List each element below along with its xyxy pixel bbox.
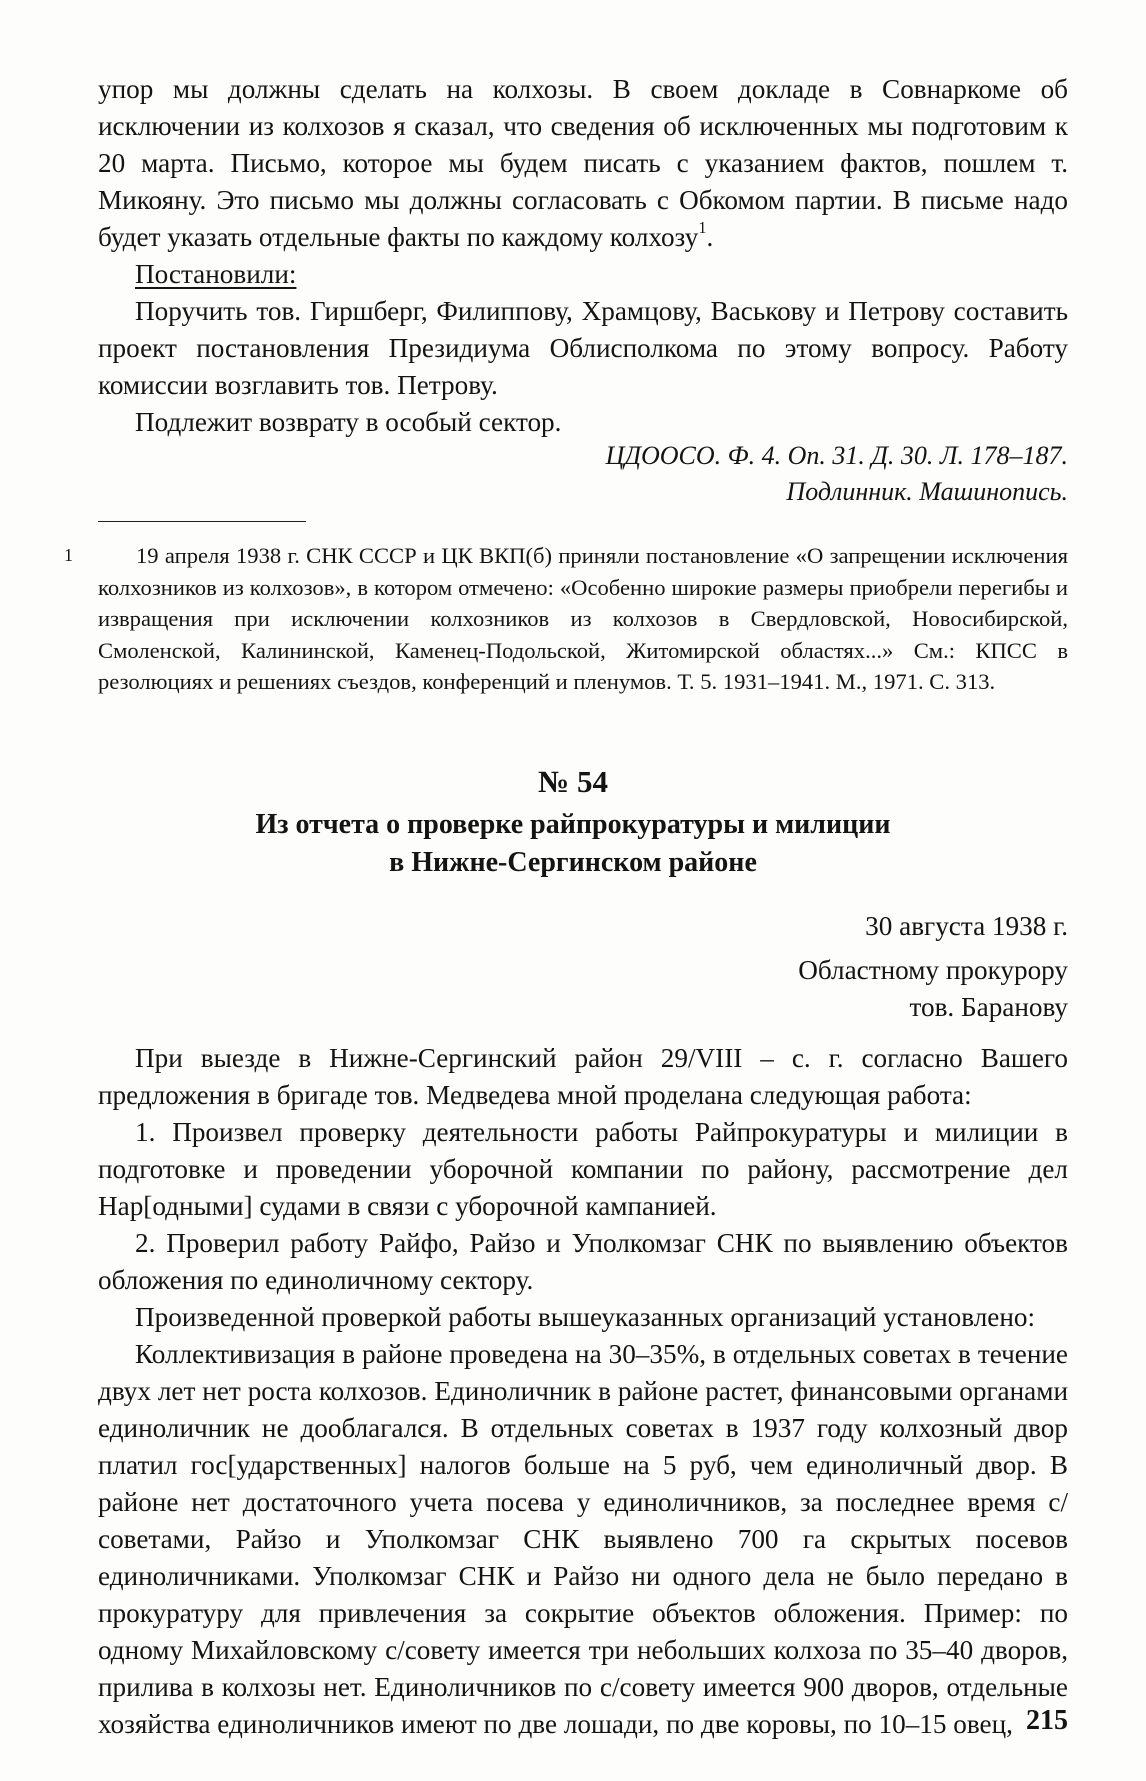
footnote-text: 19 апреля 1938 г. СНК СССР и ЦК ВКП(б) приняли постановление «О запрещении исключения колхозников из колхозов», в котором отмечено: «Особенно широкие размеры приобрели перегибы и извращения при исключении колхозников из колхозов в Свердловской, Новосибирской, Смоленской, Калининской, Каменец-Подольской, Житомирской областях...» См.: КПСС в резолюциях и решениях съездов, конференций и пленумов. Т. 5. 1931–1941. М., 1971. С. 313.	[98, 543, 1068, 694]
footnote-marker: 1	[64, 545, 73, 565]
document-title-line-2: в Нижне-Сергинском районе	[389, 847, 757, 878]
document-number: № 54	[538, 764, 608, 799]
addressee-position: Областному прокурору	[798, 955, 1068, 985]
top-section	[98, 71, 1068, 441]
return-note: Подлежит возврату в особый сектор.	[135, 407, 562, 437]
report-body	[98, 1040, 1068, 1743]
document-title-line-1: Из отчета о проверке райпрокуратуры и милиции	[255, 809, 891, 840]
report-paragraph: 2. Проверил работу Райфо, Райзо и Уполкомзаг СНК по выявлению объектов обложения по единоличному сектору.	[98, 1228, 1068, 1295]
archive-source	[606, 438, 1068, 510]
footnote-divider	[98, 521, 306, 522]
archive-reference: ЦДООСО. Ф. 4. Оп. 31. Д. 30. Л. 178–187.	[605, 441, 1068, 470]
continued-paragraph: упор мы должны сделать на колхозы. В своем докладе в Совнаркоме об исключении из колхозов я сказал, что сведения об исключенных мы подготовим к 20 марта. Письмо, которое мы будем писать с указанием фактов, пошлем т. Микояну. Это письмо мы должны согласовать с Обкомом партии. В письме надо будет указать отдельные факты по каждому колхозу$^1$.	[98, 74, 1068, 252]
addressee-name: тов. Баранову	[909, 992, 1068, 1022]
report-paragraph: 1. Произвел проверку деятельности работы Райпрокуратуры и милиции в подготовке и проведении уборочной компании по району, рассмотрение дел Нар[одными] судами в связи с уборочной кампанией.	[98, 1117, 1068, 1221]
footnote	[98, 540, 1068, 698]
report-paragraph: Произведенной проверкой работы вышеуказанных организаций установлено:	[135, 1302, 1036, 1332]
resolution-paragraph: Поручить тов. Гиршберг, Филиппову, Храмцову, Васькову и Петрову составить проект постановления Президиума Облисполкома по этому вопросу. Работу комиссии возглавить тов. Петрову.	[98, 296, 1068, 400]
resolved-heading: Постановили:	[135, 259, 297, 289]
page-number: 215	[1026, 1705, 1068, 1736]
report-paragraph: При выезде в Нижне-Сергинский район 29/VIII – с. г. согласно Вашего предложения в бригаде тов. Медведева мной проделана следующая работа:	[98, 1043, 1068, 1110]
footnote-reference: 1	[698, 217, 707, 237]
report-paragraph: Коллективизация в районе проведена на 30–35%, в отдельных советах в течение двух лет нет роста колхозов. Единоличник в районе растет, финансовыми органами единоличник не дооблагался. В отдельных советах в 1937 году колхозный двор платил гос[ударственных] налогов больше на 5 руб, чем единоличный двор. В районе нет достаточного учета посева у единоличников, за последнее время с/советами, Райзо и Уполкомзаг СНК выявлено 700 га скрытых посевов единоличниками. Уполкомзаг СНК и Райзо ни одного дела не было передано в прокуратуру для привлечения за сокрытие объектов обложения. Пример: по одному Михайловскому с/совету имеется три небольших колхоза по 35–40 дворов, прилива в колхозы нет. Единоличников по с/совету имеется 900 дворов, отдельные хозяйства единоличников имеют по две лошади, по две коровы, по 10–15 овец,	[98, 1339, 1068, 1739]
addressee	[798, 952, 1068, 1026]
document-date: 30 августа 1938 г.	[865, 911, 1068, 941]
document-type: Подлинник. Машинопись.	[786, 477, 1068, 506]
